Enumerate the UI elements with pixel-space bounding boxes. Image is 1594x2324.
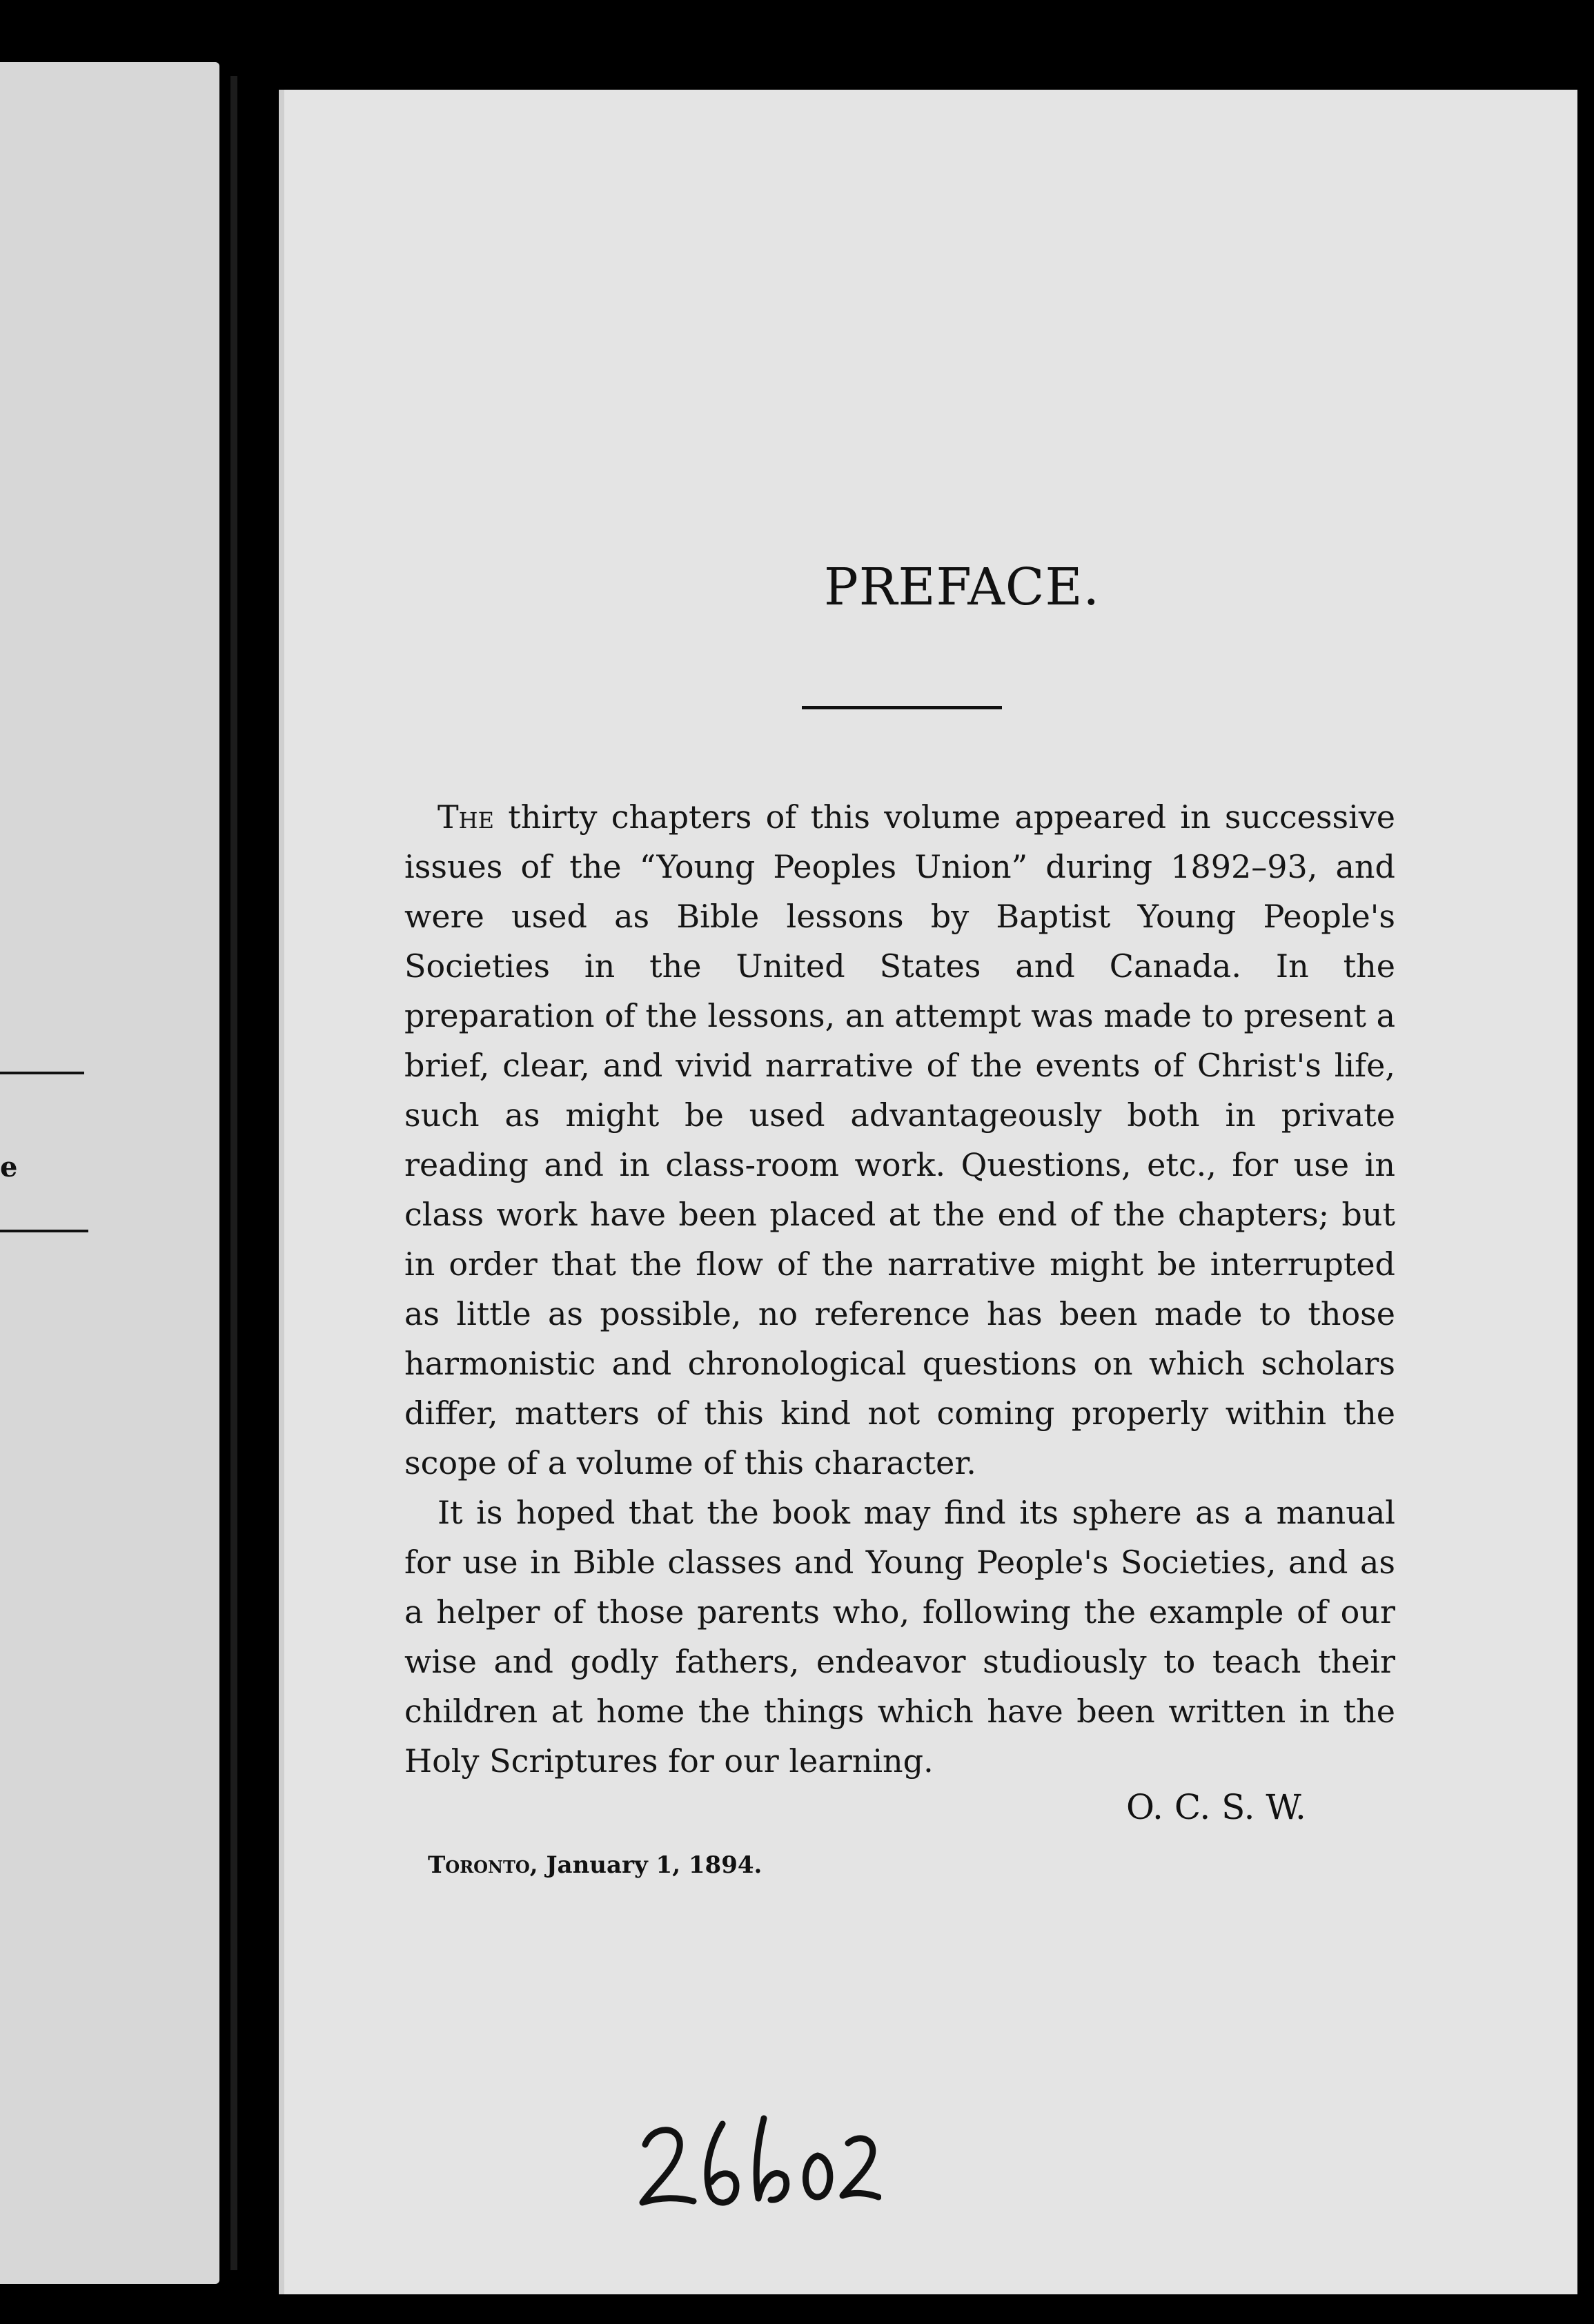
preface-body (404, 792, 1395, 1786)
paragraph-1-text: thirty chapters of this volume appeared in successive issues of the “Young Peoples Union” during 1892–93, and were used as Bible lessons by Baptist Young People's Societies in the United States and Canada. In the preparation of the lessons, an attempt was made to present a brief, clear, and vivid narrative of the events of Christ's life, such as might be used advantageously both in private reading and in class-room work. Questions, etc., for use in class work have been placed at the end of the chapters; but in order that the flow of the narrative might be interrupted as little as possible, no reference has been made to those harmonistic and chronological questions on which scholars differ, matters of this kind not coming properly within the scope of a volume of this character. (404, 798, 1395, 1481)
title-rule (802, 706, 1002, 709)
dateline-place: Toronto, (428, 1851, 538, 1879)
right-page (279, 90, 1577, 2294)
left-page-rule-bottom (0, 1230, 88, 1232)
handwritten-accession-number (633, 2105, 881, 2222)
left-page-letter: e (0, 1151, 18, 1183)
left-page-rule-top (0, 1072, 84, 1074)
left-page-fragment (0, 62, 219, 2284)
preface-paragraph-2: It is hoped that the book may find its sphere as a manual for use in Bible classes and Young People's Societies, and as a helper of those parents who, following the example of our wise and godly fathers, endeavor studiously to teach their children at home the things which have been written in the Holy Scriptures for our learning. (404, 1494, 1395, 1780)
dateline (428, 1851, 762, 1879)
gutter-shadow (230, 76, 237, 2270)
author-initials: O. C. S. W. (1126, 1787, 1306, 1827)
preface-paragraph-1 (404, 792, 1395, 1488)
page-title: PREFACE. (823, 558, 1101, 617)
paragraph-lead-word: The (437, 798, 494, 836)
dateline-date: January 1, 1894. (546, 1851, 762, 1879)
